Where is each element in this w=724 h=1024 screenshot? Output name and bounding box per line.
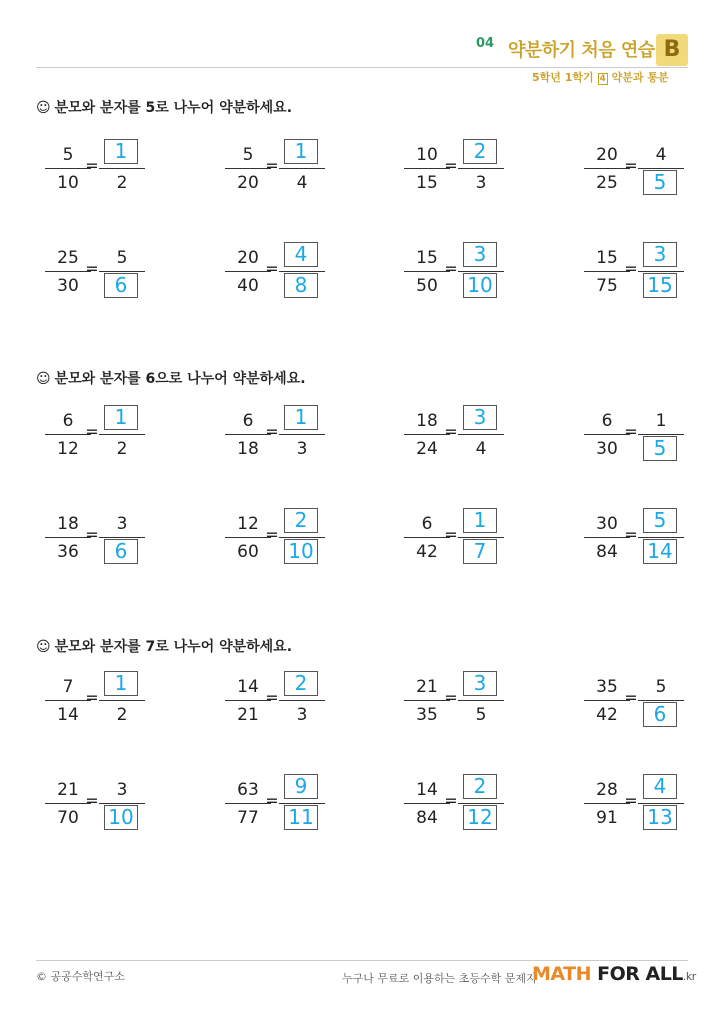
smiley-icon: ☺ xyxy=(36,639,51,655)
given-denominator: 18 xyxy=(237,439,259,459)
fraction-problem xyxy=(225,772,365,832)
given-numerator: 21 xyxy=(57,780,79,800)
denominator-answer-box[interactable]: 6 xyxy=(104,273,138,298)
equals-sign: = xyxy=(265,156,279,175)
numerator-answer-box[interactable]: 2 xyxy=(284,508,318,533)
answer-fraction xyxy=(638,137,684,197)
denominator-answer-box[interactable]: 14 xyxy=(643,539,677,564)
denominator-answer-box[interactable]: 8 xyxy=(284,273,318,298)
given-numerator: 20 xyxy=(237,248,259,268)
answer-fraction xyxy=(638,240,684,300)
fraction-bar xyxy=(99,434,145,435)
fraction-problem xyxy=(584,772,724,832)
fraction-problem xyxy=(404,137,544,197)
fraction-bar xyxy=(458,434,504,435)
given-denominator: 77 xyxy=(237,808,259,828)
answer-fraction xyxy=(99,669,145,729)
answer-numerator: 3 xyxy=(116,514,128,534)
given-denominator: 35 xyxy=(416,705,438,725)
fraction-bar xyxy=(279,803,325,804)
answer-denominator: 2 xyxy=(116,439,128,459)
numerator-answer-box[interactable]: 1 xyxy=(104,671,138,696)
given-numerator: 14 xyxy=(237,677,259,697)
given-numerator: 15 xyxy=(416,248,438,268)
fraction-problem xyxy=(584,669,724,729)
denominator-answer-box[interactable]: 15 xyxy=(643,273,677,298)
fraction-problem xyxy=(225,137,365,197)
fraction-bar xyxy=(279,700,325,701)
fraction-problem xyxy=(45,240,185,300)
fraction-problem xyxy=(225,240,365,300)
answer-fraction xyxy=(458,669,504,729)
given-numerator: 14 xyxy=(416,780,438,800)
given-numerator: 21 xyxy=(416,677,438,697)
smiley-icon: ☺ xyxy=(36,100,51,116)
answer-numerator: 4 xyxy=(655,145,667,165)
given-numerator: 6 xyxy=(242,411,254,431)
fraction-problem xyxy=(404,669,544,729)
equals-sign: = xyxy=(444,791,458,810)
fraction-problem xyxy=(45,506,185,566)
denominator-answer-box[interactable]: 5 xyxy=(643,170,677,195)
footer-tagline: 누구나 무료로 이용하는 초등수학 문제지 xyxy=(342,972,537,985)
given-numerator: 7 xyxy=(62,677,74,697)
numerator-answer-box[interactable]: 3 xyxy=(463,242,497,267)
fraction-problem xyxy=(584,506,724,566)
fraction-problem xyxy=(45,403,185,463)
answer-fraction xyxy=(279,506,325,566)
numerator-answer-box[interactable]: 2 xyxy=(463,774,497,799)
fraction-bar xyxy=(638,434,684,435)
denominator-answer-box[interactable]: 12 xyxy=(463,805,497,830)
numerator-answer-box[interactable]: 3 xyxy=(463,405,497,430)
smiley-icon: ☺ xyxy=(36,371,51,387)
page-title: 약분하기 처음 연습 xyxy=(508,40,655,61)
answer-fraction xyxy=(638,669,684,729)
denominator-answer-box[interactable]: 10 xyxy=(463,273,497,298)
fraction-bar xyxy=(458,271,504,272)
equals-sign: = xyxy=(624,259,638,278)
denominator-answer-box[interactable]: 6 xyxy=(104,539,138,564)
denominator-answer-box[interactable]: 10 xyxy=(104,805,138,830)
equals-sign: = xyxy=(85,525,99,544)
answer-denominator: 4 xyxy=(475,439,487,459)
section-3-instruction xyxy=(36,636,292,656)
answer-denominator: 3 xyxy=(296,705,308,725)
fraction-problem xyxy=(225,506,365,566)
page-number: 04 xyxy=(476,36,495,51)
denominator-answer-box[interactable]: 13 xyxy=(643,805,677,830)
instruction-text: 분모와 분자를 5로 나누어 약분하세요. xyxy=(54,100,293,116)
fraction-bar xyxy=(638,803,684,804)
equals-sign: = xyxy=(444,688,458,707)
numerator-answer-box[interactable]: 3 xyxy=(643,242,677,267)
given-numerator: 20 xyxy=(596,145,618,165)
equals-sign: = xyxy=(265,259,279,278)
page-subtitle xyxy=(532,69,669,85)
fraction-problem xyxy=(584,137,724,197)
header-divider xyxy=(36,67,688,68)
fraction-bar xyxy=(638,271,684,272)
fraction-bar xyxy=(99,537,145,538)
answer-numerator: 5 xyxy=(655,677,667,697)
denominator-answer-box[interactable]: 6 xyxy=(643,702,677,727)
answer-denominator: 2 xyxy=(116,173,128,193)
answer-fraction xyxy=(279,772,325,832)
denominator-answer-box[interactable]: 11 xyxy=(284,805,318,830)
section-1-instruction xyxy=(36,97,292,117)
equals-sign: = xyxy=(265,525,279,544)
fraction-problem xyxy=(45,772,185,832)
equals-sign: = xyxy=(85,791,99,810)
answer-fraction xyxy=(279,137,325,197)
fraction-bar xyxy=(279,537,325,538)
given-denominator: 24 xyxy=(416,439,438,459)
denominator-answer-box[interactable]: 10 xyxy=(284,539,318,564)
fraction-problem xyxy=(404,403,544,463)
given-numerator: 10 xyxy=(416,145,438,165)
fraction-problem xyxy=(404,240,544,300)
answer-fraction xyxy=(99,772,145,832)
given-denominator: 40 xyxy=(237,276,259,296)
equals-sign: = xyxy=(624,791,638,810)
given-numerator: 28 xyxy=(596,780,618,800)
given-numerator: 18 xyxy=(57,514,79,534)
answer-fraction xyxy=(279,403,325,463)
answer-fraction xyxy=(638,403,684,463)
numerator-answer-box[interactable]: 4 xyxy=(643,774,677,799)
equals-sign: = xyxy=(265,791,279,810)
fraction-bar xyxy=(99,700,145,701)
given-numerator: 6 xyxy=(62,411,74,431)
numerator-answer-box[interactable]: 4 xyxy=(284,242,318,267)
answer-fraction xyxy=(279,669,325,729)
answer-fraction xyxy=(99,240,145,300)
section-2-instruction xyxy=(36,368,306,388)
given-numerator: 30 xyxy=(596,514,618,534)
equals-sign: = xyxy=(85,259,99,278)
numerator-answer-box[interactable]: 2 xyxy=(284,671,318,696)
answer-denominator: 3 xyxy=(296,439,308,459)
given-denominator: 84 xyxy=(416,808,438,828)
answer-fraction xyxy=(638,506,684,566)
answer-fraction xyxy=(99,137,145,197)
footer-divider xyxy=(36,960,688,961)
level-badge: B xyxy=(656,34,688,66)
answer-denominator: 2 xyxy=(116,705,128,725)
given-denominator: 42 xyxy=(596,705,618,725)
brand-tld: .kr xyxy=(682,970,696,983)
given-denominator: 20 xyxy=(237,173,259,193)
equals-sign: = xyxy=(265,688,279,707)
fraction-problem xyxy=(45,669,185,729)
answer-fraction xyxy=(458,506,504,566)
fraction-bar xyxy=(638,700,684,701)
given-numerator: 25 xyxy=(57,248,79,268)
fraction-problem xyxy=(404,772,544,832)
given-denominator: 60 xyxy=(237,542,259,562)
equals-sign: = xyxy=(265,422,279,441)
denominator-answer-box[interactable]: 7 xyxy=(463,539,497,564)
fraction-bar xyxy=(458,803,504,804)
equals-sign: = xyxy=(624,688,638,707)
equals-sign: = xyxy=(624,422,638,441)
answer-fraction xyxy=(458,240,504,300)
given-numerator: 18 xyxy=(416,411,438,431)
equals-sign: = xyxy=(444,525,458,544)
equals-sign: = xyxy=(444,156,458,175)
given-numerator: 15 xyxy=(596,248,618,268)
given-numerator: 5 xyxy=(242,145,254,165)
answer-fraction xyxy=(99,506,145,566)
answer-fraction xyxy=(279,240,325,300)
numerator-answer-box[interactable]: 9 xyxy=(284,774,318,799)
fraction-bar xyxy=(279,168,325,169)
fraction-problem xyxy=(584,240,724,300)
answer-numerator: 5 xyxy=(116,248,128,268)
given-denominator: 70 xyxy=(57,808,79,828)
fraction-problem xyxy=(404,506,544,566)
fraction-problem xyxy=(584,403,724,463)
fraction-bar xyxy=(99,168,145,169)
brand-math: MATH xyxy=(532,963,591,985)
fraction-problem xyxy=(225,403,365,463)
fraction-bar xyxy=(279,434,325,435)
given-denominator: 25 xyxy=(596,173,618,193)
given-denominator: 21 xyxy=(237,705,259,725)
given-denominator: 75 xyxy=(596,276,618,296)
answer-numerator: 1 xyxy=(655,411,667,431)
given-denominator: 30 xyxy=(596,439,618,459)
fraction-bar xyxy=(99,803,145,804)
fraction-problem xyxy=(45,137,185,197)
equals-sign: = xyxy=(85,422,99,441)
answer-denominator: 3 xyxy=(475,173,487,193)
numerator-answer-box[interactable]: 5 xyxy=(643,508,677,533)
numerator-answer-box[interactable]: 3 xyxy=(463,671,497,696)
equals-sign: = xyxy=(444,422,458,441)
answer-fraction xyxy=(458,137,504,197)
given-numerator: 5 xyxy=(62,145,74,165)
given-denominator: 10 xyxy=(57,173,79,193)
answer-denominator: 4 xyxy=(296,173,308,193)
subtitle-unit: 약분과 통분 xyxy=(611,71,669,84)
equals-sign: = xyxy=(624,156,638,175)
brand-rest: FOR ALL xyxy=(591,963,683,985)
given-denominator: 15 xyxy=(416,173,438,193)
given-numerator: 12 xyxy=(237,514,259,534)
numerator-answer-box[interactable]: 2 xyxy=(463,139,497,164)
given-denominator: 30 xyxy=(57,276,79,296)
numerator-answer-box[interactable]: 1 xyxy=(284,139,318,164)
numerator-answer-box[interactable]: 1 xyxy=(463,508,497,533)
numerator-answer-box[interactable]: 1 xyxy=(104,405,138,430)
fraction-bar xyxy=(99,271,145,272)
given-numerator: 6 xyxy=(421,514,433,534)
given-denominator: 36 xyxy=(57,542,79,562)
fraction-bar xyxy=(638,168,684,169)
instruction-text: 분모와 분자를 6으로 나누어 약분하세요. xyxy=(54,371,306,387)
given-numerator: 6 xyxy=(601,411,613,431)
equals-sign: = xyxy=(85,156,99,175)
fraction-bar xyxy=(638,537,684,538)
given-denominator: 14 xyxy=(57,705,79,725)
answer-fraction xyxy=(638,772,684,832)
given-denominator: 42 xyxy=(416,542,438,562)
denominator-answer-box[interactable]: 5 xyxy=(643,436,677,461)
footer-copyright: © 공공수학연구소 xyxy=(36,970,125,983)
given-denominator: 12 xyxy=(57,439,79,459)
brand-logo xyxy=(532,963,696,985)
fraction-bar xyxy=(458,168,504,169)
answer-fraction xyxy=(99,403,145,463)
given-denominator: 91 xyxy=(596,808,618,828)
answer-denominator: 5 xyxy=(475,705,487,725)
given-denominator: 84 xyxy=(596,542,618,562)
equals-sign: = xyxy=(85,688,99,707)
fraction-problem xyxy=(225,669,365,729)
equals-sign: = xyxy=(444,259,458,278)
answer-fraction xyxy=(458,772,504,832)
given-numerator: 35 xyxy=(596,677,618,697)
subtitle-grade: 5학년 1학기 xyxy=(532,71,594,84)
answer-numerator: 3 xyxy=(116,780,128,800)
answer-fraction xyxy=(458,403,504,463)
numerator-answer-box[interactable]: 1 xyxy=(104,139,138,164)
instruction-text: 분모와 분자를 7로 나누어 약분하세요. xyxy=(54,639,293,655)
unit-number-box: 4 xyxy=(599,74,606,84)
given-denominator: 50 xyxy=(416,276,438,296)
fraction-bar xyxy=(458,700,504,701)
fraction-bar xyxy=(279,271,325,272)
fraction-bar xyxy=(458,537,504,538)
given-numerator: 63 xyxy=(237,780,259,800)
equals-sign: = xyxy=(624,525,638,544)
numerator-answer-box[interactable]: 1 xyxy=(284,405,318,430)
